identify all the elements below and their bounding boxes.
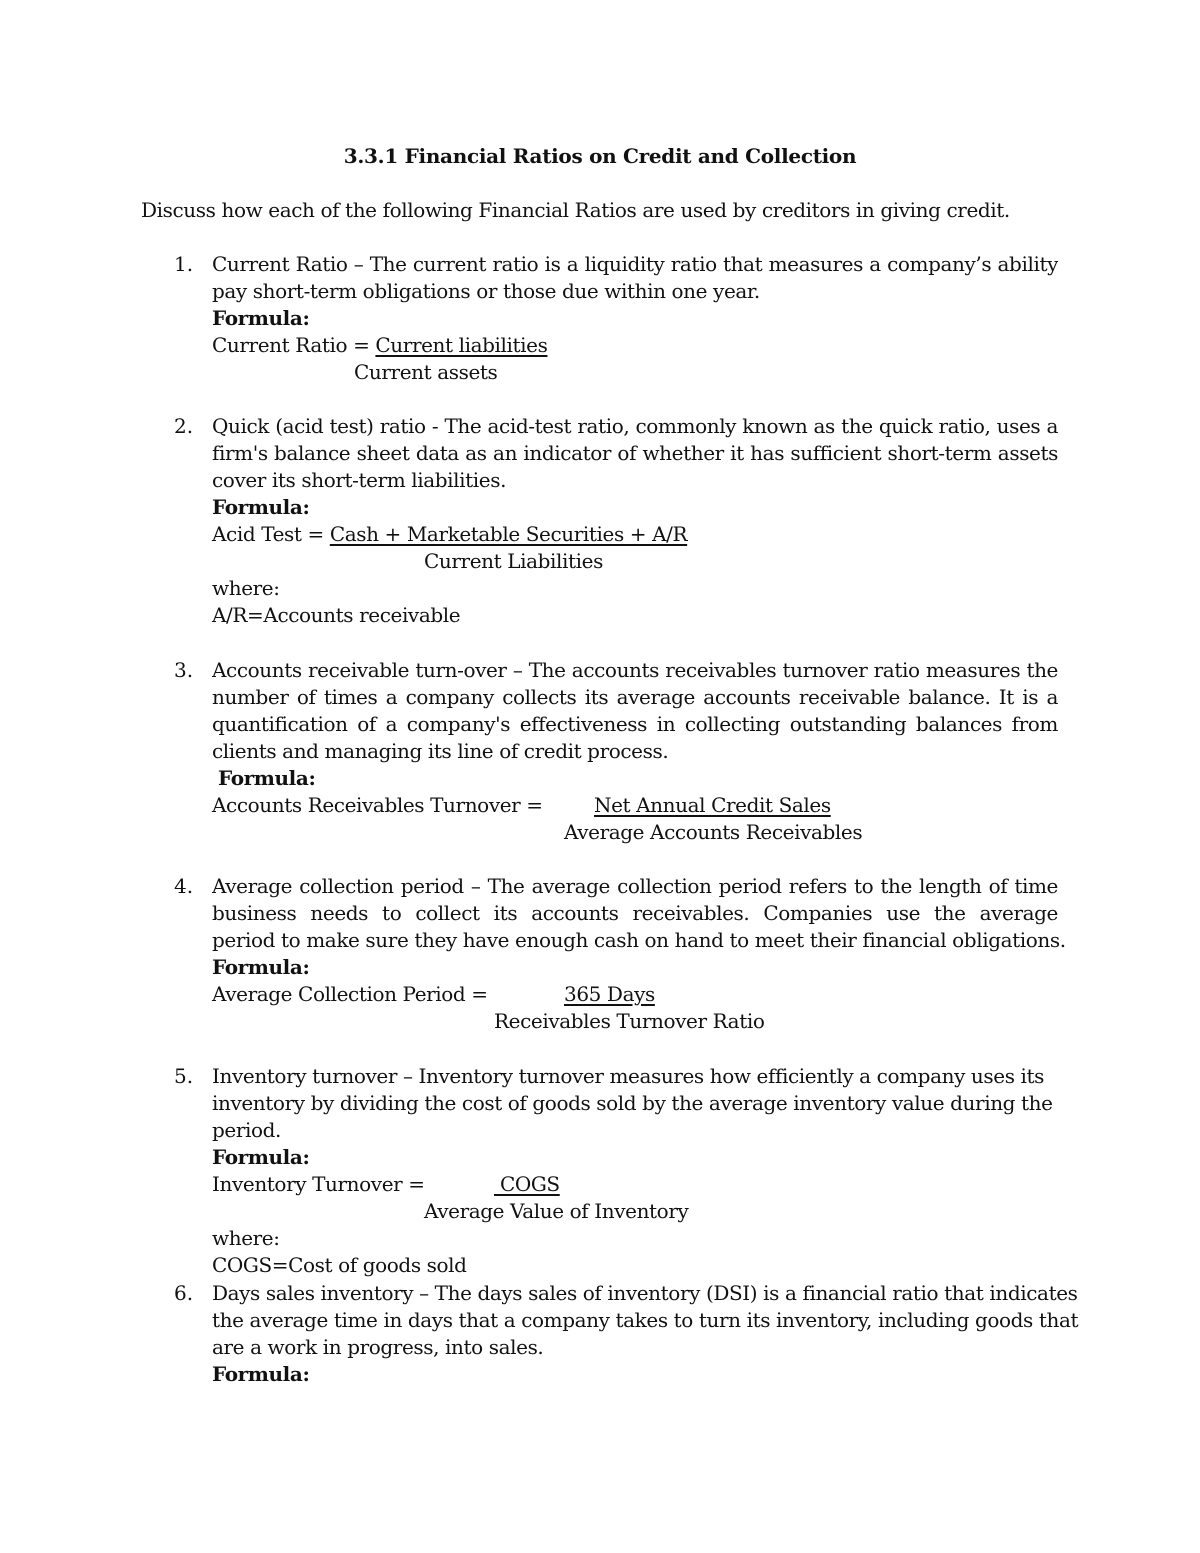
- list-item-body: [212, 413, 1058, 629]
- where-label: where:: [212, 576, 280, 600]
- formula-denominator: Receivables Turnover Ratio: [494, 1009, 765, 1033]
- formula-denominator-line: [212, 1198, 1058, 1225]
- description-line: business needs to collect its accounts receivables. Companies use the average: [212, 901, 1058, 925]
- formula-denominator-line: [212, 819, 1058, 846]
- formula-denominator-line: [212, 359, 1058, 386]
- formula-lhs: Average Collection Period =: [212, 982, 488, 1006]
- formula-lhs: Acid Test =: [212, 522, 330, 546]
- list-number: 6.: [174, 1281, 194, 1305]
- formula-lhs: Current Ratio =: [212, 333, 376, 357]
- formula-lhs: Inventory Turnover =: [212, 1172, 425, 1196]
- description-line: period.: [212, 1118, 281, 1142]
- list-item-body: [212, 251, 1058, 386]
- formula-denominator-line: [212, 1008, 1058, 1035]
- description-line: Average collection period – The average collection period refers to the length of time: [212, 874, 1058, 898]
- formula-label: Formula:: [212, 955, 310, 979]
- list-number: 1.: [174, 252, 194, 276]
- description-line: inventory by dividing the cost of goods sold by the average inventory value during the: [212, 1091, 1053, 1115]
- formula-numerator: Cash + Marketable Securities + A/R: [329, 522, 688, 546]
- formula-label: Formula:: [212, 495, 310, 519]
- formula-label: Formula:: [212, 1145, 310, 1169]
- formula-numerator: COGS: [494, 1172, 560, 1196]
- formula-line: [212, 981, 1058, 1008]
- formula-denominator: Current Liabilities: [424, 549, 603, 573]
- description-line: Accounts receivable turn-over – The accounts receivables turnover ratio measures the: [212, 658, 1058, 682]
- list-item-body: [212, 873, 1066, 1035]
- where-definition: COGS=Cost of goods sold: [212, 1253, 467, 1277]
- page-title: 3.3.1 Financial Ratios on Credit and Collection: [343, 144, 857, 168]
- description-line: are a work in progress, into sales.: [212, 1335, 544, 1359]
- formula-label: Formula:: [218, 766, 316, 790]
- formula-denominator: Average Value of Inventory: [424, 1199, 689, 1223]
- description-line: firm's balance sheet data as an indicator of whether it has sufficient short-term assets: [212, 441, 1058, 465]
- formula-denominator: Current assets: [354, 360, 498, 384]
- description-line: Inventory turnover – Inventory turnover measures how efficiently a company uses its: [212, 1064, 1045, 1088]
- where-label: where:: [212, 1226, 280, 1250]
- list-item-body: [212, 657, 1058, 846]
- description-line: cover its short-term liabilities.: [212, 468, 507, 492]
- formula-lhs: Accounts Receivables Turnover =: [212, 793, 543, 817]
- formula-line: [212, 521, 1058, 548]
- where-definition: A/R=Accounts receivable: [212, 603, 461, 627]
- list-item-body: [212, 1063, 1058, 1279]
- description-line: the average time in days that a company takes to turn its inventory, including goods that: [212, 1308, 1079, 1332]
- description-line: period to make sure they have enough cash on hand to meet their financial obligations.: [212, 928, 1066, 952]
- description-line: Quick (acid test) ratio - The acid-test ratio, commonly known as the quick ratio, uses a: [212, 414, 1058, 438]
- formula-label: Formula:: [212, 1362, 310, 1386]
- formula-line: [212, 792, 1058, 819]
- list-number: 3.: [174, 658, 194, 682]
- formula-denominator-line: [212, 548, 1058, 575]
- description-line: number of times a company collects its average accounts receivable balance. It is a: [212, 685, 1058, 709]
- description-line: Current Ratio – The current ratio is a liquidity ratio that measures a company’s ability: [212, 252, 1058, 276]
- intro-paragraph: Discuss how each of the following Financial Ratios are used by creditors in giving credit.: [141, 198, 1010, 222]
- list-number: 2.: [174, 414, 194, 438]
- formula-numerator: Net Annual Credit Sales: [594, 793, 831, 817]
- list-number: 5.: [174, 1064, 194, 1088]
- formula-numerator: Current liabilities: [375, 333, 548, 357]
- list-number: 4.: [174, 874, 194, 898]
- formula-line: [212, 332, 1058, 359]
- description-line: quantification of a company's effectiveness in collecting outstanding balances from: [212, 712, 1058, 736]
- formula-line: [212, 1171, 1058, 1198]
- description-line: Days sales inventory – The days sales of inventory (DSI) is a financial ratio that indicates: [212, 1281, 1078, 1305]
- list-item-body: [212, 1280, 1079, 1388]
- description-line: clients and managing its line of credit process.: [212, 739, 669, 763]
- formula-numerator: 365 Days: [564, 982, 655, 1006]
- formula-denominator: Average Accounts Receivables: [564, 820, 863, 844]
- description-line: pay short-term obligations or those due within one year.: [212, 279, 760, 303]
- formula-label: Formula:: [212, 306, 310, 330]
